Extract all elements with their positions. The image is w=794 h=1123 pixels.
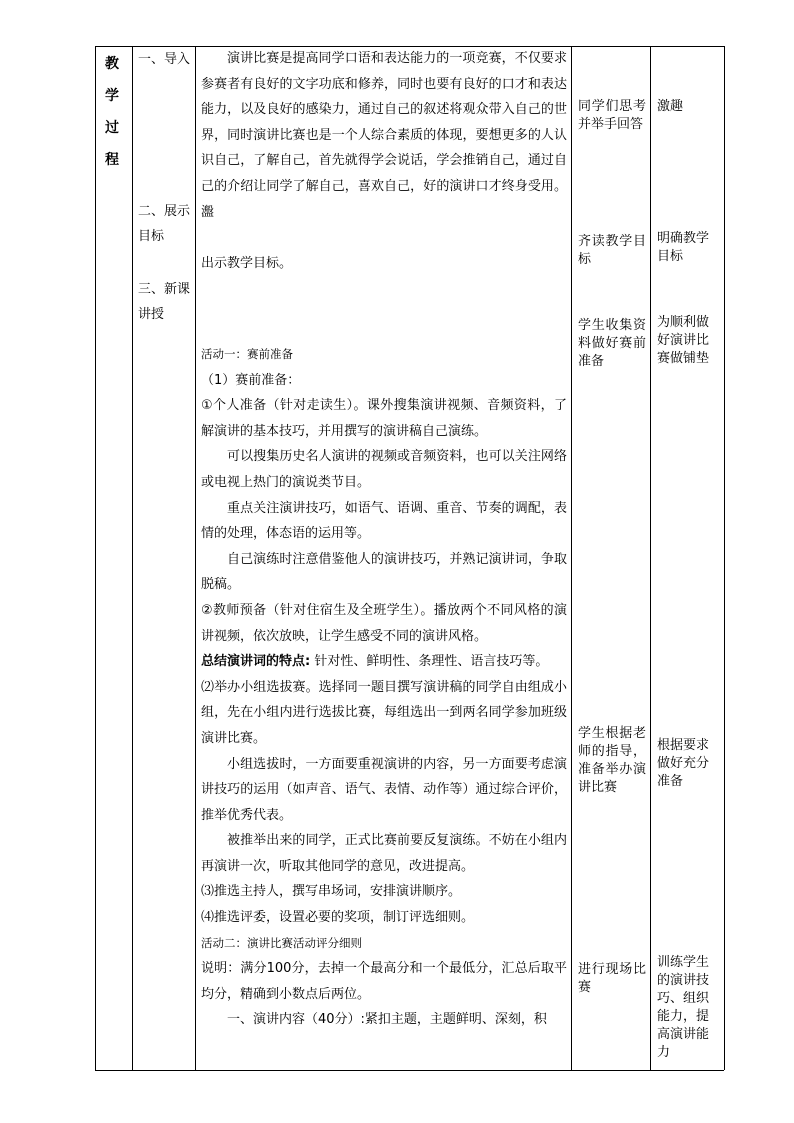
focus-skills: 重点关注演讲技巧，如语气、语调、重音、节奏的调配，表情的处理，体态语的运用等。 xyxy=(201,500,567,542)
self-practice: 自己演练时注意借鉴他人的演讲技巧，并熟记演讲词，争取脱稿。 xyxy=(201,551,567,593)
section-label-new-lesson: 三、新课讲授 xyxy=(138,282,191,322)
scoring-note: 说明：满分100分，去掉一个最高分和一个最低分，汇总后取平均分，精确到小数点后两位。 xyxy=(201,961,567,1002)
student-activity-2: 齐读教学目标 xyxy=(578,234,646,267)
show-goal-text: 出示教学目标。 xyxy=(201,255,293,271)
heading-char: 学 xyxy=(105,88,119,104)
personal-prep: ①个人准备（针对走读生）。课外搜集演讲视频、音频资料，了解演讲的基本技巧，并用撰写的演讲稿自己演练。 xyxy=(201,398,567,439)
design-intent-3: 为顺利做好演讲比赛做铺垫 xyxy=(657,315,710,366)
student-activity-4: 学生根据老师的指导，准备举办演讲比赛 xyxy=(578,726,646,795)
heading-char: 过 xyxy=(105,120,119,136)
teaching-process-heading xyxy=(101,48,123,176)
heading-char: 教 xyxy=(105,56,119,72)
summary-line xyxy=(201,649,567,675)
main-content-activities xyxy=(201,342,567,1033)
table-border-right xyxy=(724,46,725,1070)
table-border-left xyxy=(95,46,96,1070)
table-divider-4 xyxy=(650,46,651,1070)
section-label-goals: 二、展示目标 xyxy=(138,204,191,244)
table-divider-3 xyxy=(571,46,572,1070)
activity2-title: 活动二：演讲比赛活动评分细则 xyxy=(201,935,362,950)
activity1-title: 活动一：赛前准备 xyxy=(201,347,293,361)
section-label-intro: 一、导入 xyxy=(138,52,191,67)
host-selection: ⑶推选主持人，撰写串场词，安排演讲顺序。 xyxy=(201,884,462,900)
design-intent-2: 明确教学目标 xyxy=(657,231,710,264)
table-divider-2 xyxy=(195,46,196,1070)
group-contest: ⑵举办小组选拔赛。选择同一题目撰写演讲稿的同学自由组成小组，先在小组内进行选拔比赛，每组选出一到两名同学参加班级演讲比赛。 xyxy=(201,679,567,746)
main-content-top xyxy=(201,46,567,276)
heading-char: 程 xyxy=(105,152,119,168)
design-intent-1: 激趣 xyxy=(657,99,684,114)
recommended-students: 被推举出来的同学，正式比赛前要反复演练。不妨在小组内再演讲一次，听取其他同学的意见，改进提高。 xyxy=(201,833,567,874)
teacher-prep: ②教师预备（针对住宿生及全班学生）。播放两个不同风格的演讲视频，依次放映，让学生感受不同的演讲风格。 xyxy=(201,602,567,644)
student-activity-3: 学生收集资料做好赛前准备 xyxy=(578,318,646,369)
design-intent-5: 训练学生的演讲技巧、组织能力，提高演讲能力 xyxy=(657,955,710,1060)
content-rule: 一、演讲内容（40分）:紧扣主题，主题鲜明、深刻，积 xyxy=(227,1012,547,1028)
student-activity-5: 进行现场比赛 xyxy=(578,962,646,995)
summary-text: 针对性、鲜明性、条理性、语言技巧等。 xyxy=(310,654,549,670)
intro-paragraph: 演讲比赛是提高同学口语和表达能力的一项竞赛，不仅要求参赛者有良好的文字功底和修养，同时也要有良好的口才和表达能力，以及良好的感染力，通过自己的叙述将观众带入自己的世界，同时演讲比赛也是一个人综合素质的体现，要想更多的人认识自己，了解自己，首先就得学会说话，学会推销自己，通过自己的介绍让同学了解自己，喜欢自己，好的演讲口才终身受用。瀊 xyxy=(201,51,567,220)
design-intent-4: 根据要求做好充分准备 xyxy=(657,738,710,789)
group-selection: 小组选拔时，一方面要重视演讲的内容，另一方面要考虑演讲技巧的运用（如声音、语气、表情、动作等）通过综合评价，推举优秀代表。 xyxy=(201,756,567,823)
table-border-bottom xyxy=(95,1070,724,1071)
summary-label: 总结演讲词的特点: xyxy=(201,654,311,670)
table-divider-1 xyxy=(132,46,133,1070)
student-activity-1: 同学们思考并举手回答 xyxy=(578,99,646,132)
judges-selection: ⑷推选评委，设置必要的奖项，制订评选细则。 xyxy=(201,910,475,926)
collect-materials: 可以搜集历史名人演讲的视频或音频资料，也可以关注网络或电视上热门的演说类节目。 xyxy=(201,449,567,490)
prep-title: （1）赛前准备： xyxy=(201,372,301,388)
